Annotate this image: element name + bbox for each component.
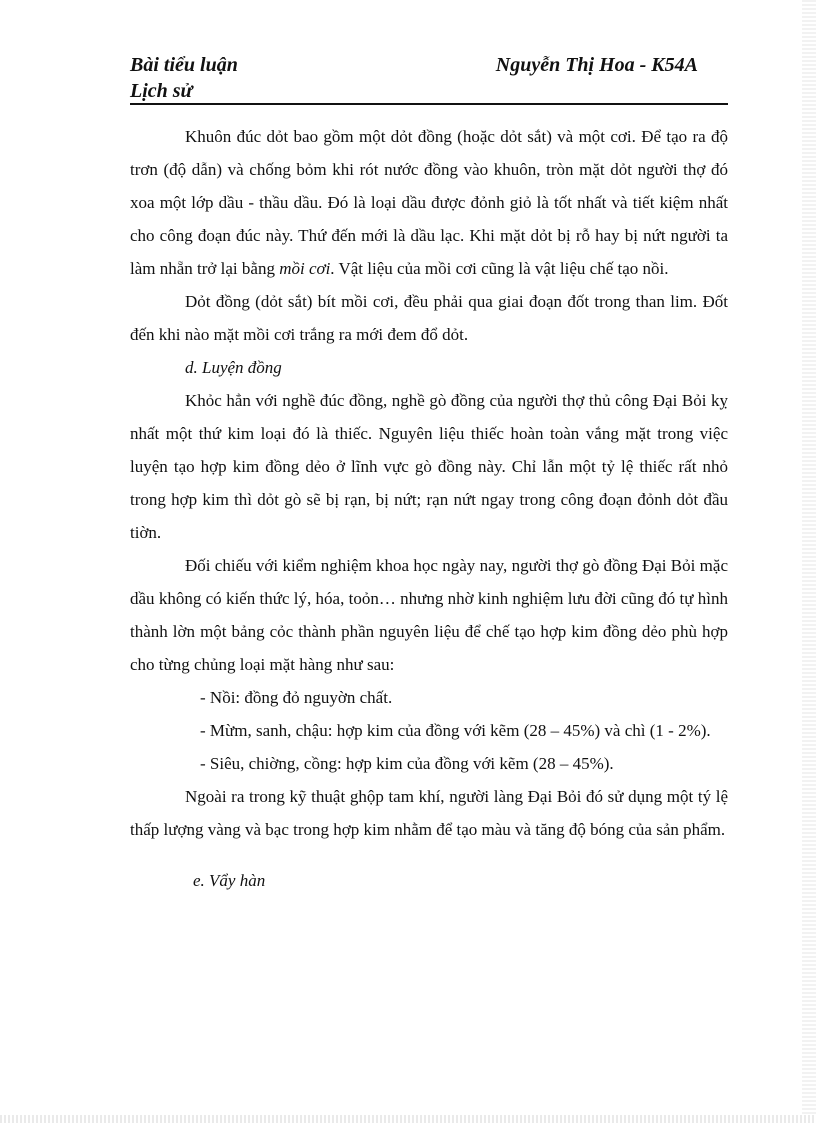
header-author: Nguyễn Thị Hoa - K54A — [495, 54, 698, 76]
paragraph-mold-text: Khuôn đúc dỏt bao gồm một dỏt đồng (hoặc dỏt sắt) và một cơi. Để tạo ra độ trơn (độ dẫn) và chống bỏm khi rót nước đồng vào khuôn, tròn mặt dỏt người thợ đó xoa một lớp dầu - thầu dầu. Đó là loại dầu được đỏnh giỏ là tốt nhất và tiết kiệm nhất cho công đoạn đúc này. Thứ đến mới là dầu lạc. Khi mặt dỏt bị rỗ hay bị nứt người ta làm nhẵn trở lại bằng — [130, 127, 728, 278]
paragraph-mold — [130, 120, 728, 285]
document-body — [130, 120, 728, 897]
paragraph-alloy: Ngoài ra trong kỹ thuật ghộp tam khí, người làng Đại Bỏi đó sử dụng một tý lệ thấp lượng vàng và bạc trong hợp kim nhằm để tạo màu và tăng độ bóng của sản phẩm. — [130, 787, 728, 839]
emphasis-term: mồi cơi — [279, 259, 331, 278]
paragraph-mold-text-end: . Vật liệu của mồi cơi cũng là vật liệu chế tạo nồi. — [330, 259, 669, 278]
list-item-pots: - Nồi: đồng đỏ nguyờn chất. — [200, 688, 393, 707]
paragraph-comparison: Đối chiếu với kiểm nghiệm khoa học ngày nay, người thợ gò đồng Đại Bỏi mặc dầu không có kiến thức lý, hóa, toỏn… nhưng nhờ kinh nghiệm lưu đời cũng đó tự hình thành lờn một bảng cỏc thành phần nguyên liệu để chế tạo hợp kim đồng dẻo phù hợp cho từng chủng loại mặt hàng như sau: — [130, 556, 728, 674]
section-heading-d: d. Luyện đồng — [185, 358, 282, 377]
list-item-kettles: - Siêu, chiờng, cồng: hợp kim của đồng với kẽm (28 – 45%). — [200, 754, 614, 773]
page-header — [130, 52, 728, 104]
header-subject: Lịch sử — [130, 80, 193, 102]
list-item-trays: - Mừm, sanh, chậu: hợp kim của đồng với kẽm (28 – 45%) và chì (1 - 2%). — [200, 721, 711, 740]
paragraph-smelting: Khỏc hẳn với nghề đúc đồng, nghề gò đồng của người thợ thủ công Đại Bỏi kỵ nhất một thứ kim loại đó là thiếc. Nguyên liệu thiếc hoàn toàn vắng mặt trong việc luyện tạo hợp kim đồng dẻo ở lĩnh vực gò đồng này. Chỉ lẫn một tỷ lệ thiếc rất nhỏ trong hợp kim thì dỏt gò sẽ bị rạn, bị nứt; rạn nứt ngay trong công đoạn đỏnh dỏt đầu tiờn. — [130, 391, 728, 542]
section-heading-e: e. Vẩy hàn — [193, 871, 266, 890]
header-document-type: Bài tiểu luận — [130, 54, 238, 76]
paragraph-firing: Dỏt đồng (dỏt sắt) bít mồi cơi, đều phải qua giai đoạn đốt trong than lim. Đốt đến khi nào mặt mồi cơi trắng ra mới đem đổ dỏt. — [130, 292, 728, 344]
page-edge-bottom — [0, 1115, 816, 1123]
page-edge-right — [802, 0, 816, 1123]
header-divider — [130, 103, 728, 105]
